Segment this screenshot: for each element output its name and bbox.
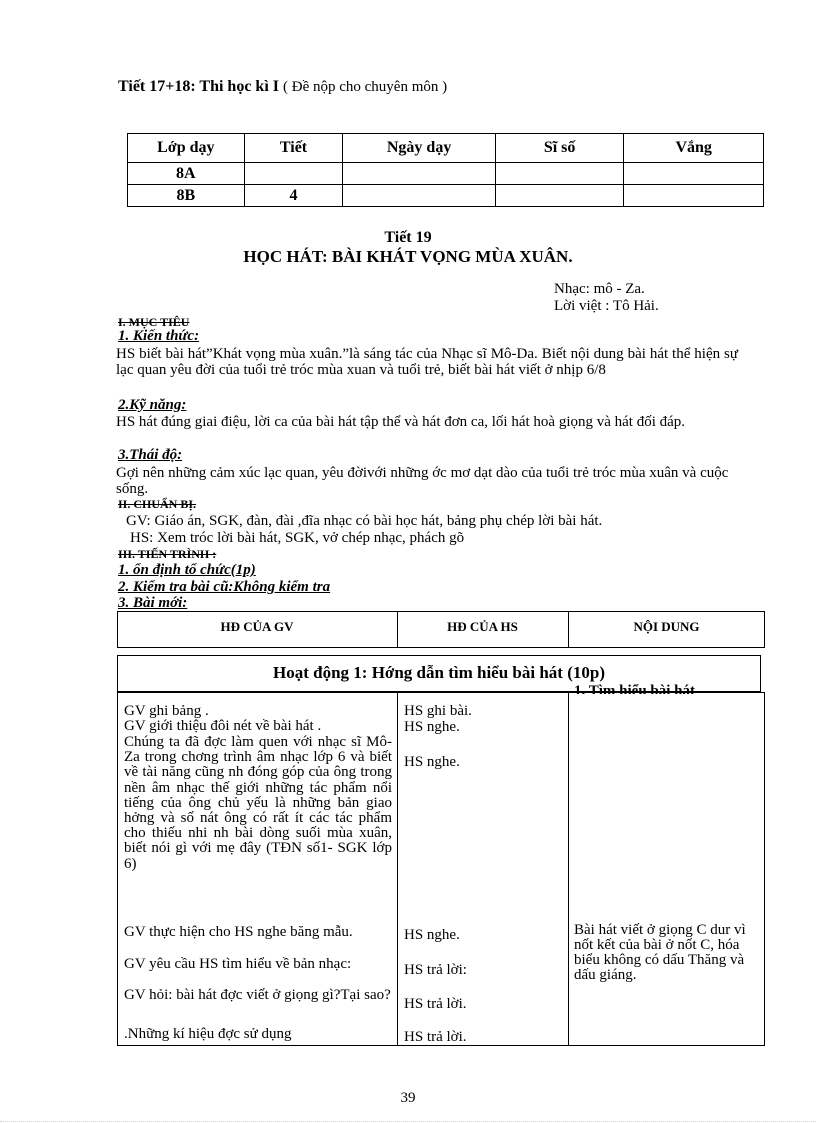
schedule-cell xyxy=(624,185,764,207)
step-3: 3. Bài mới: xyxy=(118,595,188,611)
step-1: 1. ổn định tổ chức(1p) xyxy=(118,562,256,578)
skills-heading: 2.Kỹ năng: xyxy=(118,397,187,413)
column-divider xyxy=(568,692,569,1046)
hs-line: HS nghe. xyxy=(404,754,460,770)
schedule-cell xyxy=(343,163,496,185)
hs-line: HS trả lời. xyxy=(404,996,467,1012)
schedule-cell xyxy=(495,163,624,185)
schedule-row xyxy=(128,163,764,185)
schedule-cell: 8B xyxy=(128,185,245,207)
knowledge-heading: 1. Kiến thức: xyxy=(118,328,200,344)
gv-line: Chúng ta đã đợc làm quen với nhạc sĩ Mô-Za trong chơng trình âm nhạc lớp 6 và biết về tài năng cũng nh đóng góp của ông trong nền âm nhạc thế giới những tác phẩm nổi tiếng của ông chủ yếu là những bản giao hởng và số nát ông có rất ít các tác phẩm cho thiếu nhi nh bài dòng suối mùa xuân, biết nói gì với mẹ đây (TĐN số1- SGK lớp 6) xyxy=(124,734,392,872)
hs-line: HS nghe. xyxy=(404,927,460,943)
page-edge xyxy=(0,1121,816,1122)
content-text: Bài hát viết ở giọng C dur vì nốt kết của bài ở nốt C, hóa biểu không có dấu Thăng và dấu giáng. xyxy=(574,922,746,983)
lyrics-credit: Lời việt : Tô Hải. xyxy=(554,298,659,314)
header-gv: HĐ CỦA GV xyxy=(220,619,294,634)
schedule-header-row xyxy=(128,134,764,163)
schedule-cell xyxy=(244,163,343,185)
knowledge-text: HS biết bài hát”Khát vọng mùa xuân.”là sáng tác của Nhạc sĩ Mô-Da. Biết nội dung bài hát thể hiện sự lạc quan yêu đời của tuổi trẻ tróc mùa xuan và tuổi trẻ, biết bài hát viết ở nhịp 6/8 xyxy=(116,346,738,378)
schedule-header-cell: Lớp dạy xyxy=(128,134,245,163)
prep-gv: GV: Giáo án, SGK, đàn, đài ,đĩa nhạc có bài học hát, bảng phụ chép lời bài hát. xyxy=(126,513,603,529)
schedule-cell xyxy=(624,163,764,185)
lesson-title: HỌC HÁT: BÀI KHÁT VỌNG MÙA XUÂN. xyxy=(243,247,573,266)
hs-line: HS ghi bài. xyxy=(404,703,472,719)
step-2: 2. Kiểm tra bài cũ:Không kiểm tra xyxy=(118,579,331,595)
schedule-header-cell: Tiết xyxy=(244,134,343,163)
hs-line: HS trả lời: xyxy=(404,962,467,978)
schedule-header-cell: Sĩ số xyxy=(495,134,624,163)
music-credit: Nhạc: mô - Za. xyxy=(554,281,645,297)
process-heading: III. TIẾN TRÌNH : xyxy=(118,547,217,561)
lesson-heading-bold: Tiết 17+18: Thi học kì I xyxy=(118,78,279,95)
gv-line: .Những kí hiệu đợc sử dụng xyxy=(124,1026,292,1042)
gv-line: GV yêu cầu HS tìm hiểu về bản nhạc: xyxy=(124,956,352,972)
objectives-heading: I. MỤC TIÊU xyxy=(118,315,190,329)
attitude-text: Gợi nên những cảm xúc lạc quan, yêu đờivới những ớc mơ dạt dào của tuổi trẻ tróc mùa xuân và cuộc sống. xyxy=(116,465,729,497)
content-heading-clipped: 1. Tìm hiểu bài hát xyxy=(574,684,696,694)
gv-line: GV hỏi: bài hát đợc viết ở giọng gì?Tại sao? xyxy=(124,987,391,1003)
prep-hs: HS: Xem tróc lời bài hát, SGK, vở chép nhạc, phách gõ xyxy=(130,530,465,546)
lesson-heading-note: ( Đề nộp cho chuyên môn ) xyxy=(283,79,448,95)
gv-line: GV thực hiện cho HS nghe băng mẫu. xyxy=(124,924,353,940)
schedule-cell xyxy=(495,185,624,207)
page-number: 39 xyxy=(400,1090,416,1106)
preparation-heading: II. CHUẨN BỊ. xyxy=(118,497,197,511)
schedule-cell: 8A xyxy=(128,163,245,185)
gv-line: GV giới thiệu đôi nét về bài hát . xyxy=(124,718,322,734)
column-divider xyxy=(397,692,398,1046)
hs-line: HS nghe. xyxy=(404,719,460,735)
activity-title: Hoạt động 1: Hớng dẫn tìm hiểu bài hát (10p) xyxy=(273,663,605,682)
lesson-heading xyxy=(118,78,447,96)
lesson-number: Tiết 19 xyxy=(384,229,432,246)
hs-line: HS trả lời. xyxy=(404,1029,467,1045)
skills-text: HS hát đúng giai điệu, lời ca của bài hát tập thể và hát đơn ca, lối hát hoà giọng và hát đối đáp. xyxy=(116,414,686,430)
schedule-header-cell: Vắng xyxy=(624,134,764,163)
schedule-cell xyxy=(343,185,496,207)
schedule-row xyxy=(128,185,764,207)
schedule-table xyxy=(127,133,764,207)
header-hs: HĐ CỦA HS xyxy=(447,619,518,634)
schedule-header-cell: Ngày dạy xyxy=(343,134,496,163)
attitude-heading: 3.Thái độ: xyxy=(118,447,183,463)
header-content: NỘI DUNG xyxy=(633,619,700,634)
gv-line: GV ghi bảng . xyxy=(124,703,209,719)
schedule-cell: 4 xyxy=(244,185,343,207)
